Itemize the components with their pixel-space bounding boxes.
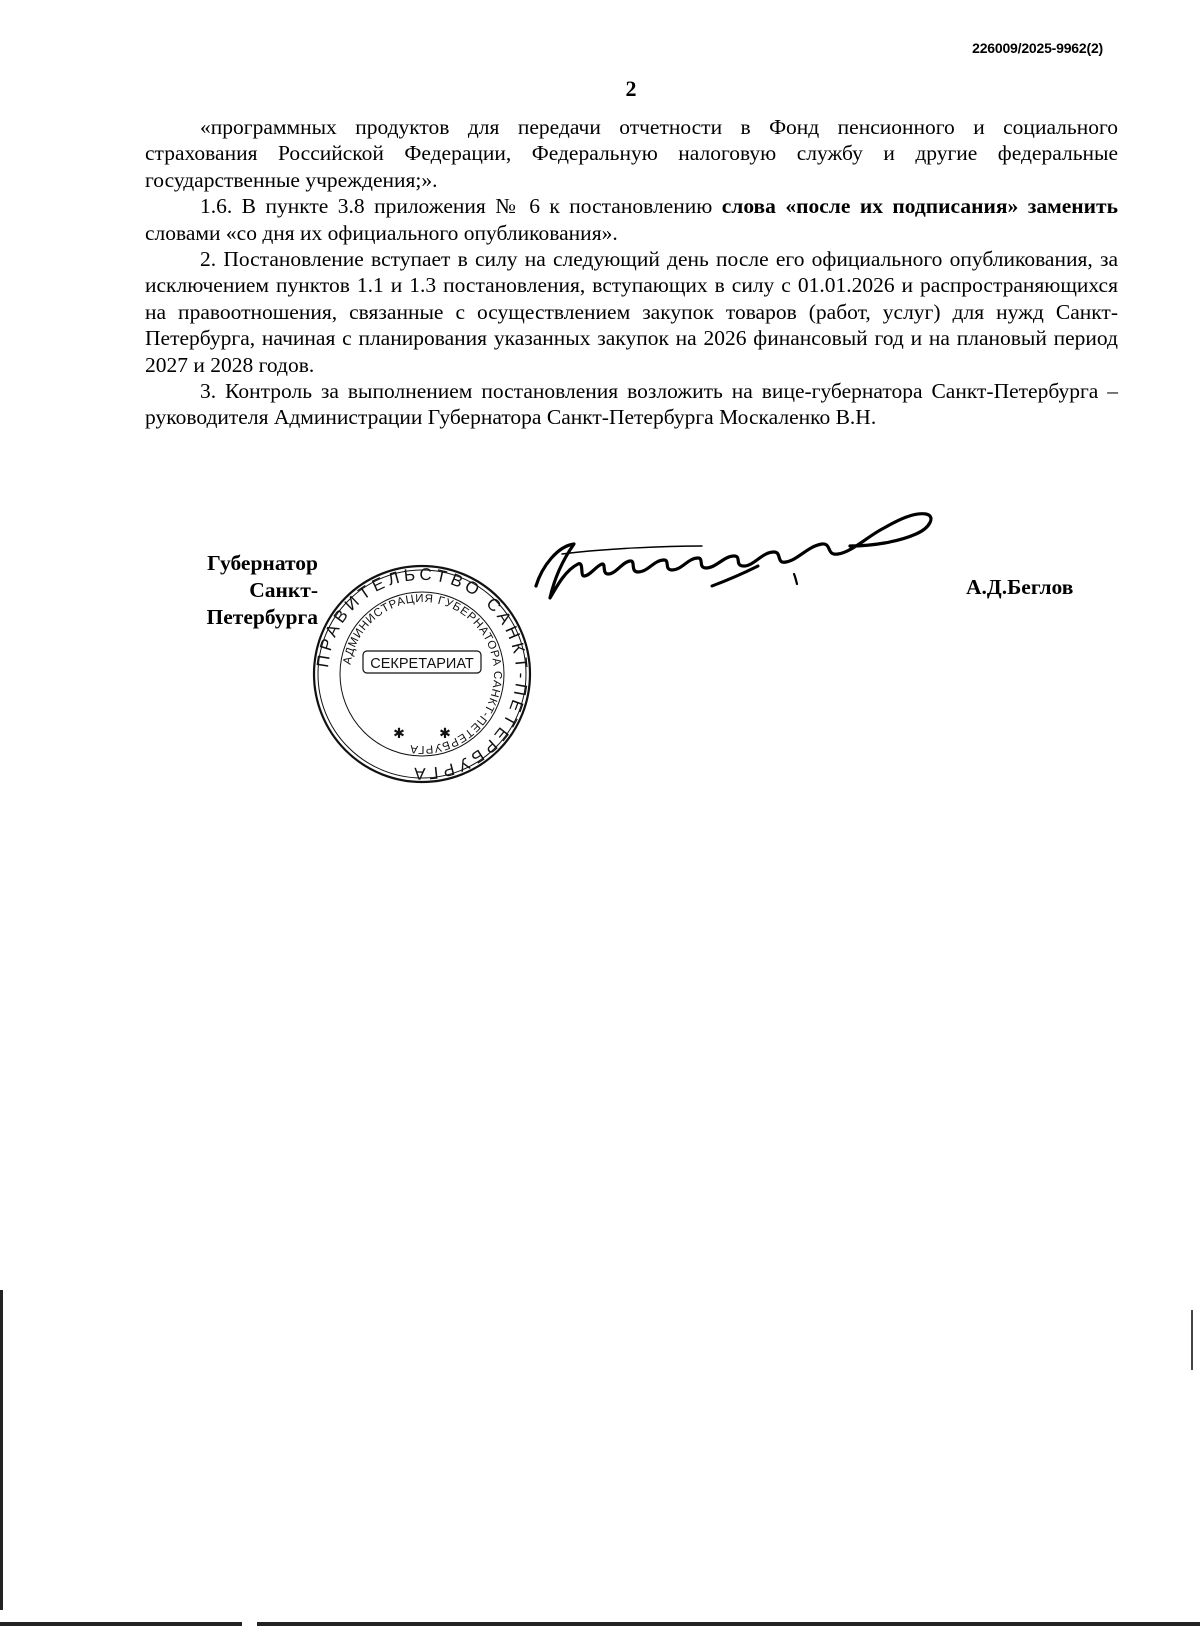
text-segment: 2. Постановление вступает в силу на следующий день после его официального опубликования, за исключением пунктов 1.1 и 1.3 постановления, вступающих в силу с 01.01.2026 и распространяющихся на правоотношения, связанные с осуществлением закупок товаров (работ, услуг) для нужд Санкт-Петербурга, начиная с планирования указанных закупок на 2026 финансовый год и на плановый период 2027 и 2028 годов. bbox=[145, 247, 1118, 377]
signer-role-line: Губернатор bbox=[207, 551, 318, 575]
signer-role-line: Санкт-Петербурга bbox=[206, 578, 318, 629]
seal-star-icon: ✱ bbox=[393, 726, 405, 742]
scan-artifact-right-edge bbox=[1191, 1310, 1193, 1370]
document-body bbox=[145, 114, 1118, 431]
page-number: 2 bbox=[625, 76, 637, 101]
signer-name: А.Д.Беглов bbox=[966, 575, 1074, 599]
seal-inner-text: АДМИНИСТРАЦИЯ ГУБЕРНАТОРА САНКТ-ПЕТЕРБУРГА bbox=[341, 592, 504, 756]
seal-star-icon: ✱ bbox=[439, 726, 451, 742]
scan-artifact-bottom-edge bbox=[0, 1622, 242, 1626]
signer-role bbox=[146, 550, 318, 631]
paragraph bbox=[145, 246, 1118, 378]
text-segment: «программных продуктов для передачи отчетности в Фонд пенсионного и социального страхования Российской Федерации, Федеральную налоговую службу и другие федеральные государственные учреждения;». bbox=[145, 115, 1118, 192]
svg-text:АДМИНИСТРАЦИЯ ГУБЕРНАТОРА САНК bbox=[342, 593, 503, 755]
paragraph bbox=[145, 378, 1118, 431]
seal-outer-text: ПРАВИТЕЛЬСТВО САНКТ-ПЕТЕРБУРГА bbox=[312, 564, 532, 784]
official-seal bbox=[311, 563, 533, 785]
bold-text-segment: слова «после их подписания» заменить bbox=[721, 194, 1118, 219]
text-segment: 1.6. В пункте 3.8 приложения № 6 к постановлению bbox=[200, 194, 722, 219]
paragraph bbox=[145, 193, 1118, 246]
text-segment: словами «со дня их официального опубликования». bbox=[145, 220, 618, 245]
scan-artifact-bottom-edge bbox=[257, 1622, 1200, 1626]
document-registration-number: 226009/2025-9962(2) bbox=[972, 40, 1103, 56]
scan-artifact-left-edge bbox=[0, 1290, 3, 1610]
handwritten-signature bbox=[532, 506, 952, 616]
paragraph bbox=[145, 114, 1118, 193]
seal-center-text: СЕКРЕТАРИАТ bbox=[370, 656, 474, 672]
text-segment: 3. Контроль за выполнением постановления возложить на вице-губернатора Санкт-Петербурга – руководителя Администрации Губернатора Санкт-Петербурга Москаленко В.Н. bbox=[145, 379, 1118, 430]
